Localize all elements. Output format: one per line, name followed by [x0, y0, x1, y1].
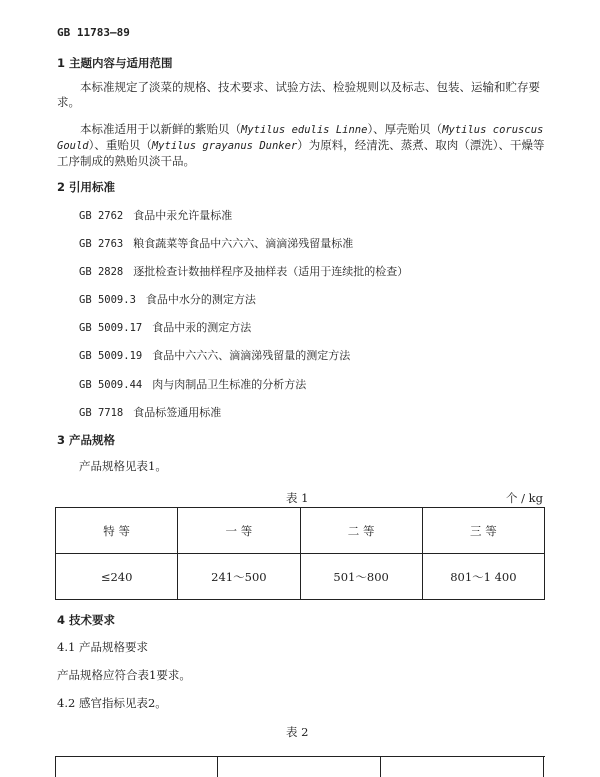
table-header-cell: 特 等 — [56, 508, 178, 554]
reference-title: 粮食蔬菜等食品中六六六、滴滴涕残留量标准 — [133, 237, 354, 250]
reference-item — [79, 376, 306, 392]
reference-code: GB 2828 — [79, 266, 124, 278]
reference-code: GB 2762 — [79, 210, 124, 222]
section-1-paragraph-1: 本标准规定了淡菜的规格、技术要求、试验方法、检验规则以及标志、包装、运输和贮存要求。 — [57, 80, 540, 109]
reference-item — [79, 291, 256, 307]
table-cell: 501～800 — [300, 554, 422, 600]
subsection-4-2: 4.2 感官指标见表2。 — [57, 696, 167, 710]
table-header-cell: 三 等 — [422, 508, 544, 554]
table-row — [56, 554, 545, 600]
reference-code: GB 2763 — [79, 238, 124, 250]
reference-code: GB 5009.19 — [79, 350, 143, 362]
reference-item — [79, 263, 408, 279]
p2-text-c: ）、重贻贝（ — [88, 138, 152, 152]
p2-text-b: ）、厚壳贻贝（ — [367, 122, 443, 136]
reference-item — [79, 207, 232, 223]
species-name-coruscus: Mytilus coruscus Gould — [57, 124, 544, 152]
reference-title: 肉与肉制品卫生标准的分析方法 — [152, 378, 307, 391]
reference-title: 食品中汞的测定方法 — [152, 321, 252, 334]
table-2-caption: 表 2 — [286, 725, 309, 739]
reference-code: GB 5009.3 — [79, 294, 136, 306]
table-header-row — [56, 508, 545, 554]
reference-item — [79, 319, 251, 335]
reference-code: GB 5009.17 — [79, 322, 143, 334]
table-1-unit: 个 / kg — [506, 491, 544, 505]
species-name-edulis: Mytilus edulis Linne — [241, 124, 368, 136]
reference-title: 食品标签通用标准 — [133, 406, 222, 419]
section-4-heading: 4 技术要求 — [57, 613, 116, 627]
table-cell: 241～500 — [178, 554, 300, 600]
table-2-rule — [543, 757, 544, 777]
table-2-top-edge — [55, 756, 545, 777]
reference-title: 食品中六六六、滴滴涕残留量的测定方法 — [152, 349, 351, 362]
section-1-heading: 1 主题内容与适用范围 — [57, 56, 173, 70]
reference-item — [79, 347, 350, 363]
table-1-caption: 表 1 — [286, 491, 309, 505]
reference-title: 食品中汞允许量标准 — [133, 209, 233, 222]
table-header-cell: 一 等 — [178, 508, 300, 554]
standard-code-header: GB 11783—89 — [57, 26, 130, 39]
table-2-rule — [55, 757, 56, 777]
p2-text-a: 本标准适用于以新鲜的紫贻贝（ — [80, 122, 241, 136]
reference-title: 逐批检查计数抽样程序及抽样表（适用于连续批的检查） — [133, 265, 409, 278]
reference-item — [79, 235, 353, 251]
reference-code: GB 7718 — [79, 407, 124, 419]
section-2-heading: 2 引用标准 — [57, 180, 116, 194]
p2-text-d: ）为原料，经清洗、蒸煮、取肉（漂洗）、干燥等工序制成的熟贻贝淡干品。 — [57, 138, 545, 168]
reference-title: 食品中水分的测定方法 — [145, 293, 256, 306]
subsection-4-1: 4.1 产品规格要求 — [57, 640, 148, 654]
reference-item — [79, 404, 221, 420]
table-2-rule — [380, 757, 381, 777]
table-2-rule — [217, 757, 218, 777]
section-3-text: 产品规格见表1。 — [79, 459, 167, 473]
table-cell: ≤240 — [56, 554, 178, 600]
species-name-grayanus: Mytilus grayanus Dunker — [151, 140, 298, 152]
table-header-cell: 二 等 — [300, 508, 422, 554]
reference-code: GB 5009.44 — [79, 379, 143, 391]
section-3-heading: 3 产品规格 — [57, 433, 116, 447]
subsection-4-1-text: 产品规格应符合表1要求。 — [57, 668, 191, 682]
section-1-paragraph-2 — [57, 122, 547, 169]
table-cell: 801～1 400 — [422, 554, 544, 600]
table-1 — [55, 507, 545, 600]
